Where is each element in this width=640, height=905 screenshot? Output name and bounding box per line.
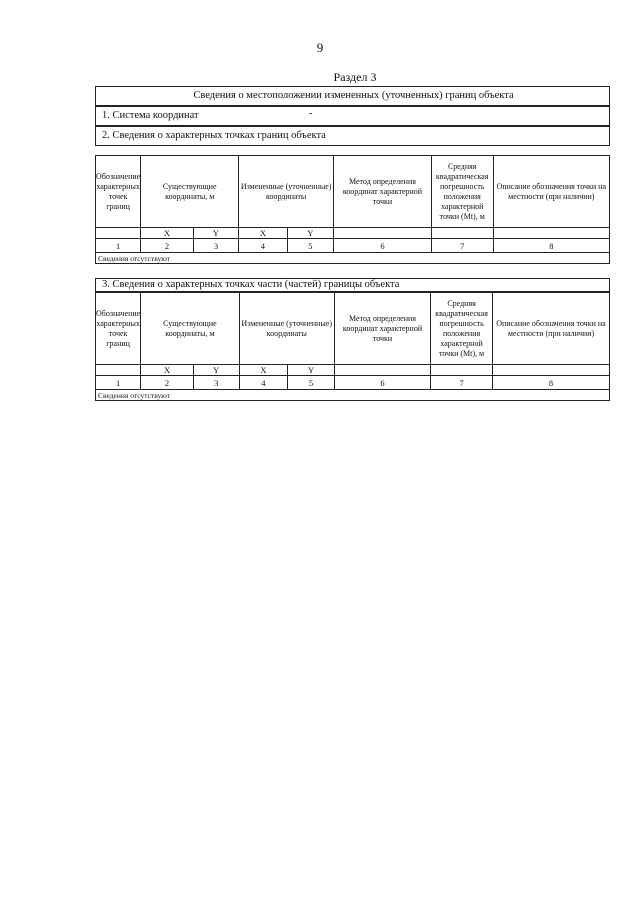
header-error: Средняя квадратическая погрешность положения характерной точки (Mt), м [431, 293, 493, 365]
column-number: 6 [334, 239, 432, 253]
x-label: X [239, 228, 287, 239]
coord-system-value: - [309, 108, 313, 119]
xy-empty-cell [96, 228, 141, 239]
column-number: 7 [431, 376, 493, 390]
column-number: 4 [239, 376, 288, 390]
coord-system-label: 1. Система координат [102, 110, 199, 121]
header-description: Описание обозначения точки на местности (при наличии) [493, 156, 609, 228]
column-number: 2 [141, 376, 194, 390]
column-number: 8 [493, 376, 610, 390]
section3-title: 3. Сведения о характерных точках части (частей) границы объекта [102, 279, 400, 290]
column-number: 5 [287, 239, 333, 253]
header-changed-coords: Измененные (уточненные) координаты [239, 293, 334, 365]
x-label: X [141, 228, 193, 239]
y-label: Y [193, 228, 239, 239]
xy-empty-cell [431, 365, 493, 376]
x-label: X [239, 365, 288, 376]
header-existing-coords: Существующие координаты, м [141, 156, 239, 228]
y-label: Y [288, 365, 335, 376]
column-number: 2 [141, 239, 193, 253]
header-point-designation: Обозначение характерных точек границ [96, 293, 141, 365]
header-method: Метод определения координат характерной точки [334, 293, 430, 365]
column-number: 1 [96, 376, 141, 390]
header-error: Средняя квадратическая погрешность положения характерной точки (Mt), м [431, 156, 493, 228]
coord-system-bar [95, 106, 610, 126]
xy-empty-cell [334, 365, 430, 376]
page-number: 9 [316, 40, 324, 55]
xy-empty-cell [493, 228, 609, 239]
section2-title: 2. Сведения о характерных точках границ объекта [102, 130, 326, 141]
header-changed-coords: Измененные (уточненные) координаты [239, 156, 334, 228]
column-number: 5 [288, 376, 335, 390]
xy-empty-cell [334, 228, 432, 239]
points-table-1 [95, 155, 610, 264]
header-description: Описание обозначения точки на местности (при наличии) [493, 293, 610, 365]
xy-empty-cell [431, 228, 493, 239]
header-title: Сведения о местоположении измененных (уточненных) границ объекта [193, 90, 514, 101]
column-number: 7 [431, 239, 493, 253]
no-data-row: Сведения отсутствуют [96, 390, 610, 401]
column-number: 4 [239, 239, 287, 253]
points-table-2 [95, 292, 610, 401]
header-existing-coords: Существующие координаты, м [141, 293, 239, 365]
column-number: 3 [193, 376, 239, 390]
no-data-row: Сведения отсутствуют [96, 253, 610, 264]
x-label: X [141, 365, 194, 376]
section2-bar [95, 126, 610, 146]
section3-bar [95, 278, 610, 292]
xy-empty-cell [493, 365, 610, 376]
column-number: 3 [193, 239, 239, 253]
header-method: Метод определения координат характерной точки [334, 156, 432, 228]
header-title-bar [95, 86, 610, 106]
column-number: 8 [493, 239, 609, 253]
column-number: 1 [96, 239, 141, 253]
xy-empty-cell [96, 365, 141, 376]
y-label: Y [193, 365, 239, 376]
y-label: Y [287, 228, 333, 239]
section-title: Раздел 3 [333, 70, 377, 84]
header-point-designation: Обозначение характерных точек границ [96, 156, 141, 228]
column-number: 6 [334, 376, 430, 390]
